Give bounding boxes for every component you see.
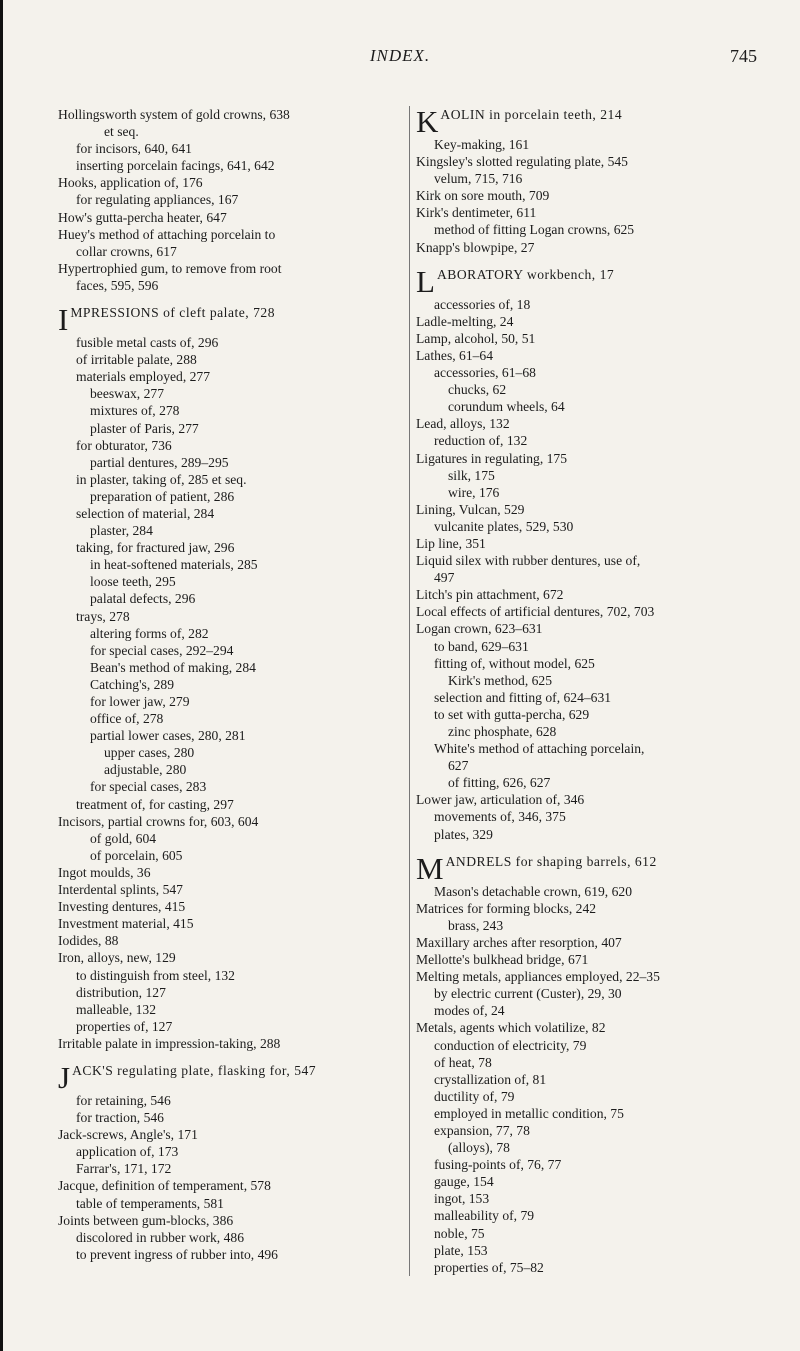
drop-cap-letter: I (58, 304, 69, 335)
index-subentry: trays, 278 (76, 608, 130, 624)
index-subentry: malleable, 132 (76, 1001, 157, 1017)
index-subentry: modes of, 24 (434, 1003, 505, 1019)
index-subentry: expansion, 77, 78 (434, 1122, 530, 1138)
index-subentry: reduction of, 132 (434, 433, 528, 449)
index-subentry: Kirk's method, 625 (448, 672, 553, 688)
index-subentry: properties of, 127 (76, 1018, 173, 1034)
index-entry: Local effects of artificial dentures, 702, 703 (416, 604, 655, 620)
index-subentry: loose teeth, 295 (90, 574, 176, 590)
index-subentry: conduction of electricity, 79 (434, 1037, 587, 1053)
index-subentry: Key-making, 161 (434, 137, 530, 152)
index-column-right (409, 106, 766, 1276)
index-subentry: fusible metal casts of, 296 (76, 335, 219, 351)
drop-cap-letter: L (416, 265, 435, 296)
index-subentry: for retaining, 546 (76, 1092, 171, 1108)
drop-cap-letter: K (416, 106, 439, 136)
index-subentry: application of, 173 (76, 1144, 179, 1160)
index-subentry: partial lower cases, 280, 281 (90, 728, 246, 744)
index-entry-text: ACK'S regulating plate, flasking for, 547 (72, 1062, 317, 1078)
index-subentry: distribution, 127 (76, 984, 166, 1000)
index-entry: Litch's pin attachment, 672 (416, 587, 564, 603)
index-subentry: for special cases, 283 (90, 779, 207, 795)
index-entry: Matrices for forming blocks, 242 (416, 900, 597, 916)
index-column-left (58, 106, 401, 1263)
index-subentry: velum, 715, 716 (434, 171, 523, 187)
index-subentry: adjustable, 280 (104, 762, 187, 778)
index-subentry: for lower jaw, 279 (90, 694, 190, 709)
index-entry: Hollingsworth system of gold crowns, 638 (58, 107, 290, 122)
index-entry: Liquid silex with rubber dentures, use of, (416, 553, 641, 569)
index-subentry: plate, 153 (434, 1242, 488, 1258)
index-entry (416, 266, 766, 296)
index-subentry: method of fitting Logan crowns, 625 (434, 222, 635, 238)
index-subentry: zinc phosphate, 628 (448, 724, 557, 739)
index-subentry: plaster, 284 (90, 523, 153, 539)
index-subentry: to set with gutta-percha, 629 (434, 706, 590, 722)
index-subentry: fusing-points of, 76, 77 (434, 1157, 562, 1173)
index-subentry: 627 (448, 758, 469, 774)
index-entry: Interdental splints, 547 (58, 882, 183, 898)
index-subentry: ingot, 153 (434, 1191, 490, 1207)
index-subentry: to band, 629–631 (434, 638, 529, 654)
index-subentry: collar crowns, 617 (76, 243, 177, 259)
index-entry: Ladle-melting, 24 (416, 313, 514, 329)
index-subentry: to prevent ingress of rubber into, 496 (76, 1246, 278, 1262)
index-subentry: Farrar's, 171, 172 (76, 1161, 172, 1177)
index-subentry: for regulating appliances, 167 (76, 192, 239, 208)
index-entry-text: ABORATORY workbench, 17 (436, 266, 615, 282)
index-subentry: office of, 278 (90, 711, 164, 727)
index-entry-text: ANDRELS for shaping barrels, 612 (445, 853, 657, 869)
index-subentry: fitting of, without model, 625 (434, 655, 595, 671)
index-entry: Lead, alloys, 132 (416, 416, 510, 432)
index-subentry: 497 (434, 570, 455, 586)
index-entry: Jack-screws, Angle's, 171 (58, 1127, 198, 1143)
index-subentry: discolored in rubber work, 486 (76, 1229, 244, 1245)
index-subentry: malleability of, 79 (434, 1208, 535, 1224)
index-subentry: selection and fitting of, 624–631 (434, 689, 612, 705)
index-subentry: beeswax, 277 (90, 386, 164, 402)
index-entry: Logan crown, 623–631 (416, 621, 543, 637)
index-subentry: of heat, 78 (434, 1054, 492, 1070)
index-subentry: of irritable palate, 288 (76, 352, 197, 368)
index-subentry: silk, 175 (448, 467, 495, 483)
index-entry: Hooks, application of, 176 (58, 175, 203, 191)
index-subentry: chucks, 62 (448, 382, 507, 398)
index-entry: Lathes, 61–64 (416, 347, 494, 363)
index-subentry: (alloys), 78 (448, 1140, 510, 1156)
index-subentry: for obturator, 736 (76, 437, 172, 453)
index-subentry: accessories, 61–68 (434, 365, 536, 381)
index-subentry: partial dentures, 289–295 (90, 454, 229, 470)
index-subentry: upper cases, 280 (104, 745, 195, 761)
index-entry (58, 304, 401, 334)
index-entry: Irritable palate in impression-taking, 288 (58, 1035, 281, 1051)
index-subentry: in heat-softened materials, 285 (90, 557, 258, 573)
index-subentry: materials employed, 277 (76, 369, 211, 385)
index-entry: Kingsley's slotted regulating plate, 545 (416, 154, 628, 170)
index-subentry: et seq. (104, 124, 139, 140)
page-header-title: INDEX. (369, 46, 431, 65)
index-subentry: brass, 243 (448, 917, 504, 933)
index-entry: Lip line, 351 (416, 535, 486, 551)
index-subentry: for incisors, 640, 641 (76, 141, 192, 157)
index-subentry: plaster of Paris, 277 (90, 420, 199, 436)
index-entry: Iodides, 88 (58, 933, 119, 949)
index-subentry: by electric current (Custer), 29, 30 (434, 986, 622, 1002)
index-subentry: inserting porcelain facings, 641, 642 (76, 158, 275, 174)
index-subentry: preparation of patient, 286 (90, 488, 235, 504)
index-subentry: treatment of, for casting, 297 (76, 796, 234, 812)
index-entry (58, 1062, 401, 1092)
index-subentry: crystallization of, 81 (434, 1071, 547, 1087)
index-entry (416, 853, 766, 883)
drop-cap-letter: J (58, 1061, 71, 1092)
index-entry: Ingot moulds, 36 (58, 864, 151, 880)
index-subentry: mixtures of, 278 (90, 403, 180, 419)
index-entry: Metals, agents which volatilize, 82 (416, 1020, 606, 1036)
index-entry: Lower jaw, articulation of, 346 (416, 792, 585, 808)
index-entry: Incisors, partial crowns for, 603, 604 (58, 813, 259, 829)
index-subentry: for traction, 546 (76, 1110, 164, 1126)
index-subentry: accessories of, 18 (434, 296, 531, 312)
index-subentry: vulcanite plates, 529, 530 (434, 518, 574, 534)
index-entry: Huey's method of attaching porcelain to (58, 226, 276, 242)
page-edge (0, 0, 3, 1351)
index-subentry: altering forms of, 282 (90, 625, 209, 641)
index-subentry: of porcelain, 605 (90, 847, 183, 863)
index-entry: Investment material, 415 (58, 916, 194, 932)
index-entry: Melting metals, appliances employed, 22–35 (416, 969, 660, 985)
index-subentry: Mason's detachable crown, 619, 620 (434, 883, 632, 899)
index-subentry: to distinguish from steel, 132 (76, 967, 235, 983)
index-entry: Mellotte's bulkhead bridge, 671 (416, 952, 589, 968)
drop-cap-letter: M (416, 852, 444, 883)
index-subentry: selection of material, 284 (76, 505, 215, 521)
index-subentry: Bean's method of making, 284 (90, 659, 256, 675)
index-subentry: employed in metallic condition, 75 (434, 1105, 624, 1121)
index-entry: Lamp, alcohol, 50, 51 (416, 330, 536, 346)
index-entry: Jacque, definition of temperament, 578 (58, 1178, 271, 1194)
index-entry: Lining, Vulcan, 529 (416, 501, 525, 517)
index-entry: Joints between gum-blocks, 386 (58, 1212, 234, 1228)
index-subentry: of gold, 604 (90, 830, 157, 846)
index-subentry: Catching's, 289 (90, 676, 175, 692)
index-subentry: White's method of attaching porcelain, (434, 741, 645, 757)
index-subentry: faces, 595, 596 (76, 277, 159, 293)
index-subentry: plates, 329 (434, 826, 493, 842)
index-entry: Kirk's dentimeter, 611 (416, 205, 537, 221)
index-entry-text: AOLIN in porcelain teeth, 214 (440, 107, 623, 122)
index-subentry: in plaster, taking of, 285 et seq. (76, 471, 247, 487)
index-entry-text: MPRESSIONS of cleft palate, 728 (70, 305, 275, 321)
index-entry: Ligatures in regulating, 175 (416, 450, 568, 466)
page-number: 745 (730, 46, 757, 66)
index-subentry: table of temperaments, 581 (76, 1195, 224, 1211)
index-entry (416, 106, 766, 136)
index-entry: Knapp's blowpipe, 27 (416, 239, 535, 255)
index-entry: Maxillary arches after resorption, 407 (416, 934, 622, 950)
index-subentry: noble, 75 (434, 1225, 485, 1241)
index-entry: Kirk on sore mouth, 709 (416, 188, 550, 204)
index-entry: Investing dentures, 415 (58, 899, 186, 915)
index-subentry: taking, for fractured jaw, 296 (76, 540, 235, 556)
index-subentry: corundum wheels, 64 (448, 399, 565, 415)
index-subentry: of fitting, 626, 627 (448, 775, 551, 791)
index-subentry: for special cases, 292–294 (90, 642, 234, 658)
index-subentry: movements of, 346, 375 (434, 809, 566, 825)
index-entry: Iron, alloys, new, 129 (58, 950, 176, 966)
index-subentry: ductility of, 79 (434, 1088, 515, 1104)
index-entry: How's gutta-percha heater, 647 (58, 209, 227, 225)
index-subentry: gauge, 154 (434, 1174, 494, 1190)
index-subentry: properties of, 75–82 (434, 1259, 544, 1275)
index-entry: Hypertrophied gum, to remove from root (58, 260, 282, 276)
index-subentry: palatal defects, 296 (90, 591, 196, 607)
index-subentry: wire, 176 (448, 484, 500, 500)
